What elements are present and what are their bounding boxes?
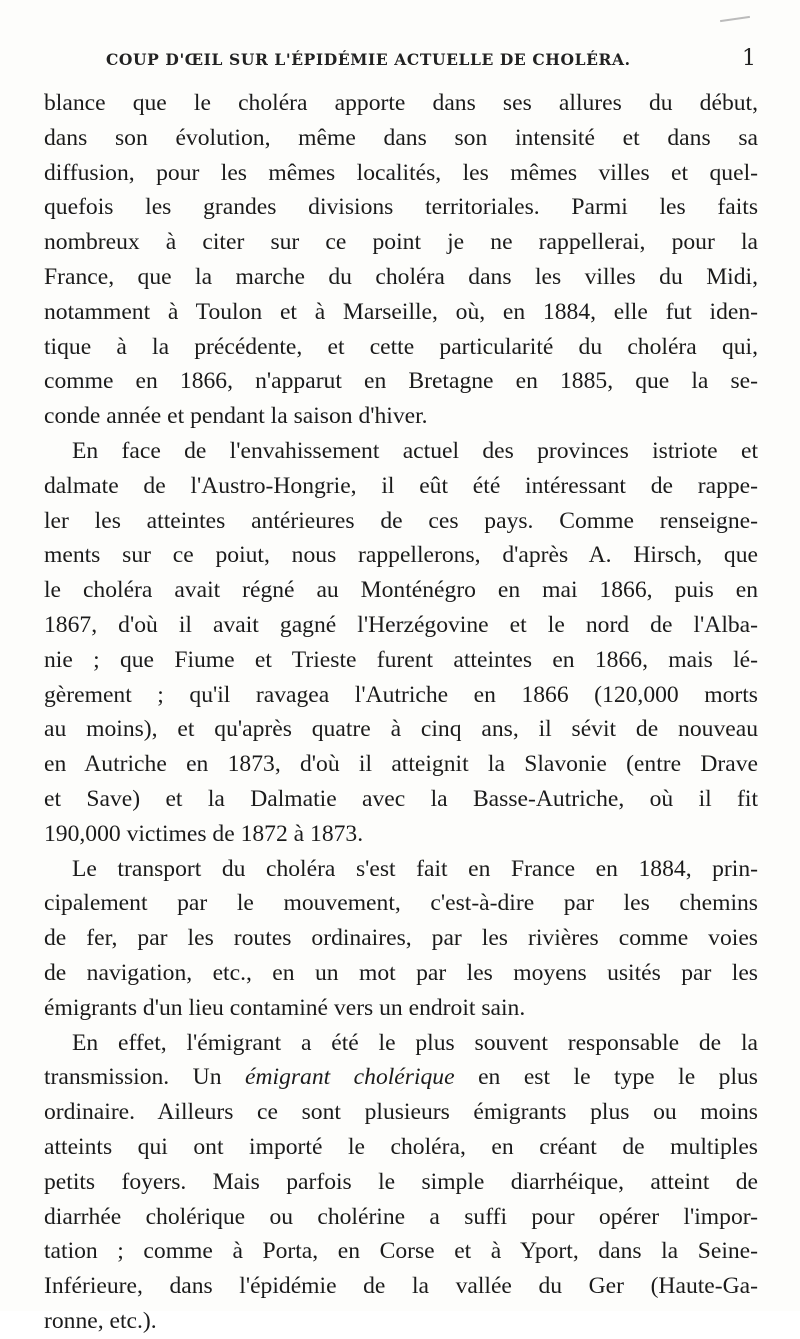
text-line: en Autriche en 1873, d'où il atteignit la Slavonie (entre Drave bbox=[44, 751, 758, 778]
text-fragment: transmission. Un bbox=[44, 1064, 245, 1091]
paragraph-3 bbox=[44, 852, 758, 1026]
ink-mark bbox=[720, 16, 750, 22]
text-line: quefois les grandes divisions territoriales. Parmi les faits bbox=[44, 194, 758, 221]
text-line: 1867, d'où il avait gagné l'Herzégovine et le nord de l'Alba- bbox=[44, 611, 758, 638]
text-line: diffusion, pour les mêmes localités, les mêmes villes et quel- bbox=[44, 159, 758, 186]
text-line: En face de l'envahissement actuel des provinces istriote et bbox=[72, 437, 758, 464]
text-line: France, que la marche du choléra dans les villes du Midi, bbox=[44, 263, 758, 290]
text-line: nie ; que Fiume et Trieste furent atteintes en 1866, mais lé- bbox=[44, 646, 758, 673]
text-line: comme en 1866, n'apparut en Bretagne en 1885, que la se- bbox=[44, 368, 758, 395]
paragraph-2 bbox=[44, 434, 758, 852]
text-line: émigrants d'un lieu contaminé vers un endroit sain. bbox=[44, 994, 526, 1021]
text-line: cipalement par le mouvement, c'est-à-dire par les chemins bbox=[44, 890, 758, 917]
text-line: Le transport du choléra s'est fait en France en 1884, prin- bbox=[72, 855, 758, 882]
text-line: au moins), et qu'après quatre à cinq ans, il sévit de nouveau bbox=[44, 716, 758, 743]
text-line: notamment à Toulon et à Marseille, où, en 1884, elle fut iden- bbox=[44, 298, 758, 325]
text-line: tique à la précédente, et cette particularité du choléra qui, bbox=[44, 333, 758, 360]
text-line: et Save) et la Dalmatie avec la Basse-Autriche, où il fit bbox=[44, 785, 758, 812]
text-line: ler les atteintes antérieures de ces pays. Comme renseigne- bbox=[44, 507, 758, 534]
text-line: gèrement ; qu'il ravagea l'Autriche en 1866 (120,000 morts bbox=[44, 681, 758, 708]
text-line: Inférieure, dans l'épidémie de la vallée du Ger (Haute-Ga- bbox=[44, 1273, 758, 1300]
text-line: dans son évolution, même dans son intensité et dans sa bbox=[44, 124, 758, 151]
italic-term: émigrant cholérique bbox=[245, 1064, 455, 1091]
text-line: dalmate de l'Austro-Hongrie, il eût été intéressant de rappe- bbox=[44, 472, 758, 499]
text-line: tation ; comme à Porta, en Corse et à Yport, dans la Seine- bbox=[44, 1238, 758, 1265]
text-line: petits foyers. Mais parfois le simple diarrhéique, atteint de bbox=[44, 1168, 758, 1195]
text-line: ordinaire. Ailleurs ce sont plusieurs émigrants plus ou moins bbox=[44, 1099, 758, 1126]
text-line: nombreux à citer sur ce point je ne rappellerai, pour la bbox=[44, 229, 758, 256]
text-line: ments sur ce poiut, nous rappellerons, d'après A. Hirsch, que bbox=[44, 542, 758, 569]
text-line: diarrhée cholérique ou cholérine a suffi pour opérer l'impor- bbox=[44, 1203, 758, 1230]
body-text bbox=[44, 86, 758, 1339]
text-line: le choléra avait régné au Monténégro en mai 1866, puis en bbox=[44, 577, 758, 604]
text-line: de navigation, etc., en un mot par les moyens usités par les bbox=[44, 959, 758, 986]
running-header bbox=[40, 48, 756, 78]
paragraph-4 bbox=[44, 1026, 758, 1339]
text-fragment: en est le type le plus bbox=[454, 1064, 758, 1091]
page-number: 1 bbox=[742, 46, 756, 71]
text-line: blance que le choléra apporte dans ses allures du début, bbox=[44, 90, 758, 116]
text-line: conde année et pendant la saison d'hiver. bbox=[44, 403, 428, 430]
text-line-with-italic bbox=[44, 1060, 758, 1095]
text-line: de fer, par les routes ordinaires, par les rivières comme voies bbox=[44, 925, 758, 952]
running-title: COUP D'ŒIL SUR L'ÉPIDÉMIE ACTUELLE DE CHOLÉRA. bbox=[106, 50, 631, 69]
paragraph-1 bbox=[44, 86, 758, 434]
text-line: ronne, etc.). bbox=[44, 1307, 157, 1334]
text-line: En effet, l'émigrant a été le plus souvent responsable de la bbox=[72, 1029, 758, 1056]
text-line: 190,000 victimes de 1872 à 1873. bbox=[44, 820, 364, 847]
text-line: atteints qui ont importé le choléra, en créant de multiples bbox=[44, 1133, 758, 1160]
